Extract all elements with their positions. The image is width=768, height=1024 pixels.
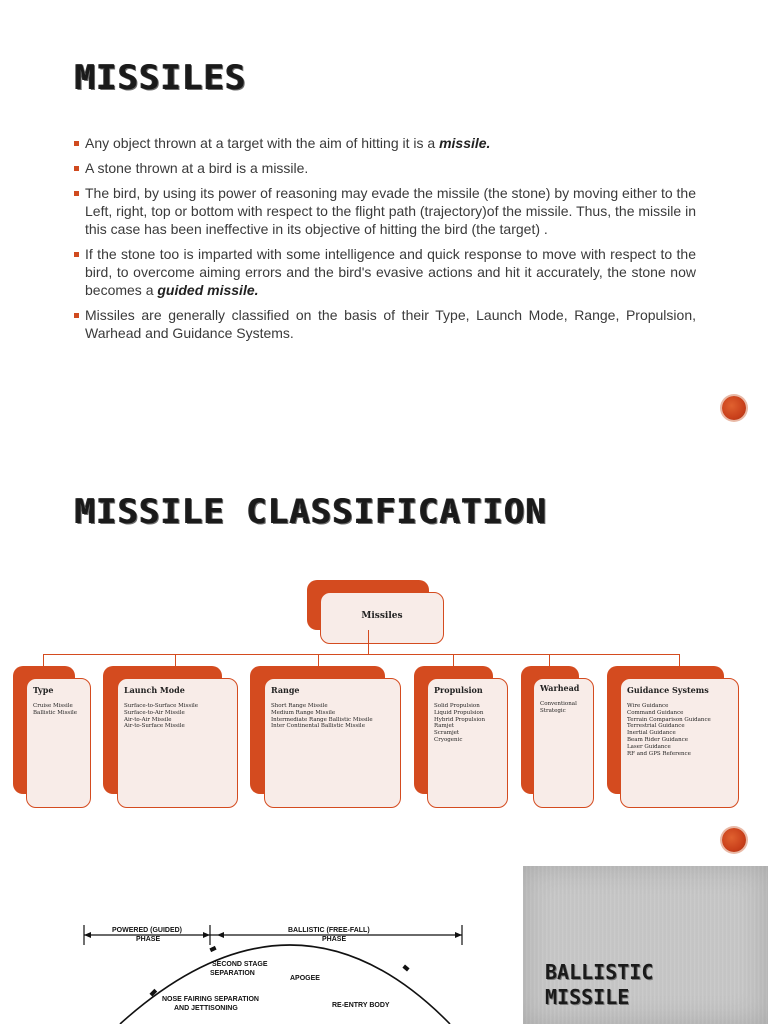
connector-line bbox=[43, 654, 44, 666]
org-node-item: Short Range Missile bbox=[271, 703, 328, 709]
title-line: BALLISTIC bbox=[545, 960, 654, 984]
org-node-item: Conventional bbox=[540, 701, 577, 707]
slide-ballistic-missile bbox=[0, 866, 768, 1024]
connector-line bbox=[175, 654, 176, 666]
powered-phase-label: POWERED (GUIDED) bbox=[112, 927, 182, 934]
bullet-text: Any object thrown at a target with the aim of hitting it is a bbox=[85, 135, 440, 151]
org-node-item: Scramjet bbox=[434, 730, 460, 737]
bullet-emphasis: guided missile. bbox=[157, 282, 259, 298]
org-node-title: Guidance Systems bbox=[627, 685, 709, 695]
nose-fairing-label: NOSE FAIRING SEPARATION bbox=[162, 996, 259, 1003]
org-node-launch-mode bbox=[117, 678, 238, 808]
title-line: MISSILE bbox=[545, 985, 630, 1009]
org-node-item: Solid Propulsion bbox=[434, 703, 480, 709]
org-node-item: Medium Range Missile bbox=[271, 709, 336, 716]
arrow-right-icon bbox=[455, 932, 462, 938]
org-node-item: Ballistic Missile bbox=[33, 709, 78, 716]
org-node-items bbox=[271, 703, 373, 730]
reentry-marker bbox=[402, 965, 409, 972]
org-node-item: Beam Rider Guidance bbox=[627, 736, 688, 743]
second-stage-label: SECOND STAGE bbox=[212, 961, 268, 968]
org-node-title: Propulsion bbox=[434, 685, 483, 695]
slide-title bbox=[545, 960, 653, 1010]
org-node-propulsion bbox=[427, 678, 508, 808]
org-node-item: Inter Continental Ballistic Missile bbox=[271, 723, 365, 730]
org-node-title: Range bbox=[271, 685, 300, 695]
org-node-item: Surface-to-Surface Missile bbox=[124, 703, 198, 709]
org-node-range bbox=[264, 678, 401, 808]
org-node-title: Launch Mode bbox=[124, 685, 185, 695]
bullet-list bbox=[72, 134, 696, 349]
org-root-card bbox=[320, 592, 444, 644]
bullet-text: The bird, by using its power of reasoning may evade the missile (the stone) by moving either to the Left, right, top or bottom with respect to the flight path (trajectory)of the missile. Thus, the missile in this case has been ineffective in its objective of hitting the bird (the target) . bbox=[85, 185, 696, 237]
bullet-text: A stone thrown at a bird is a missile. bbox=[85, 160, 309, 176]
org-node-type bbox=[26, 678, 91, 808]
trajectory-arc bbox=[120, 945, 450, 1024]
arrow-right-icon bbox=[203, 932, 210, 938]
apogee-label: APOGEE bbox=[290, 975, 320, 982]
org-node-guidance-systems bbox=[620, 678, 739, 808]
org-node-items bbox=[540, 701, 577, 715]
org-node-item: Cruise Missile bbox=[33, 703, 73, 709]
slide-title: MISSILES bbox=[75, 58, 247, 98]
org-node-item: Terrestrial Guidance bbox=[627, 723, 685, 730]
slide-missile-classification bbox=[0, 444, 768, 864]
bullet-item bbox=[72, 134, 696, 152]
org-node-title: Type bbox=[33, 685, 54, 695]
bullet-text: If the stone too is imparted with some intelligence and quick response to move with respect to the bird, to overcome aiming errors and the bird's evasive actions and hit it accurately, the stone now becomes a bbox=[85, 246, 696, 298]
arrow-left-icon bbox=[84, 932, 91, 938]
bullet-item bbox=[72, 245, 696, 299]
connector-line bbox=[318, 654, 319, 666]
ballistic-phase-label: BALLISTIC (FREE-FALL) bbox=[288, 927, 370, 934]
org-node-item: Ramjet bbox=[434, 723, 454, 730]
second-stage-label: SEPARATION bbox=[210, 970, 255, 977]
slide-nav-circle-icon[interactable] bbox=[722, 828, 746, 852]
org-node-item: Command Guidance bbox=[627, 709, 684, 716]
org-node-items bbox=[33, 703, 77, 717]
connector-line bbox=[43, 654, 680, 655]
bullet-item bbox=[72, 306, 696, 342]
nose-fairing-label: AND JETTISONING bbox=[174, 1005, 238, 1012]
slide-nav-circle-icon[interactable] bbox=[722, 396, 746, 420]
bullet-item bbox=[72, 184, 696, 238]
org-node-item: Air-to-Surface Missile bbox=[124, 723, 185, 730]
org-node-item: Wire Guidance bbox=[627, 703, 669, 709]
org-node-item: Liquid Propulsion bbox=[434, 709, 484, 716]
org-node-item: Terrain Comparison Guidance bbox=[627, 716, 711, 723]
ballistic-phase-label: PHASE bbox=[322, 936, 347, 943]
connector-line bbox=[549, 654, 550, 666]
connector-line bbox=[368, 630, 369, 654]
org-node-items bbox=[124, 703, 198, 730]
org-root-label: Missiles bbox=[361, 611, 403, 621]
stage-marker bbox=[209, 946, 216, 952]
org-node-item: Inertial Guidance bbox=[627, 730, 676, 737]
bullet-emphasis: missile. bbox=[439, 135, 491, 151]
org-node-item: Laser Guidance bbox=[627, 743, 671, 750]
slide-title: MISSILE CLASSIFICATION bbox=[75, 492, 548, 532]
reentry-label: RE-ENTRY BODY bbox=[332, 1002, 390, 1009]
org-node-items bbox=[434, 703, 485, 744]
org-node-item: Surface-to-Air Missile bbox=[124, 709, 185, 716]
org-node-item: Cryogenic bbox=[434, 736, 463, 743]
bullet-item bbox=[72, 159, 696, 177]
trajectory-diagram bbox=[50, 906, 480, 1024]
org-node-item: Intermediate Range Ballistic Missile bbox=[271, 716, 373, 723]
arrow-left-icon bbox=[217, 932, 224, 938]
connector-line bbox=[453, 654, 454, 666]
slide-missiles bbox=[0, 0, 768, 440]
org-node-item: Strategic bbox=[540, 707, 566, 714]
powered-phase-label: PHASE bbox=[136, 936, 161, 943]
org-node-item: RF and GPS Reference bbox=[627, 750, 691, 757]
org-node-item: Air-to-Air Missile bbox=[124, 716, 172, 723]
org-node-items bbox=[627, 703, 711, 757]
title-panel bbox=[523, 866, 768, 1024]
connector-line bbox=[679, 654, 680, 666]
bullet-text: Missiles are generally classified on the basis of their Type, Launch Mode, Range, Propulsion, Warhead and Guidance Systems. bbox=[85, 307, 696, 341]
org-node-item: Hybrid Propulsion bbox=[434, 716, 485, 723]
org-node-warhead bbox=[533, 678, 594, 808]
org-node-title: Warhead bbox=[540, 683, 580, 693]
